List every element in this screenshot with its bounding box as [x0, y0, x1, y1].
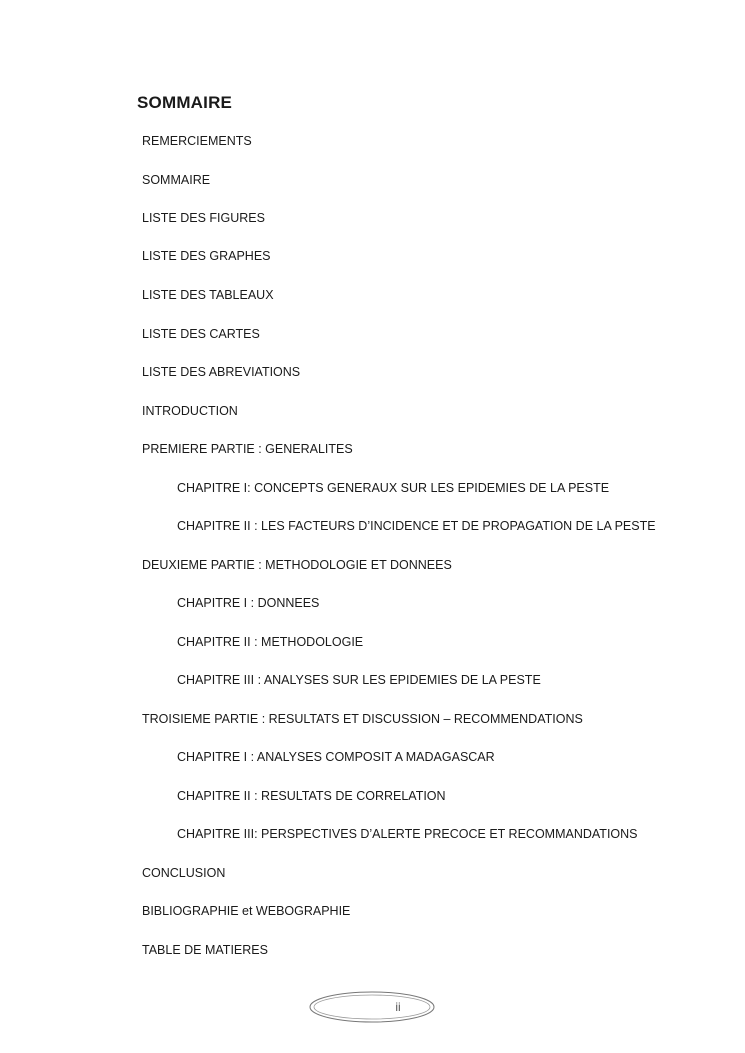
toc-entry[interactable]: INTRODUCTION: [142, 404, 238, 418]
toc-entry[interactable]: DEUXIEME PARTIE : METHODOLOGIE ET DONNEES: [142, 558, 452, 572]
toc-entry[interactable]: LISTE DES ABREVIATIONS: [142, 365, 301, 379]
toc-subentry[interactable]: CHAPITRE II : RESULTATS DE CORRELATION: [177, 789, 446, 803]
toc-entry[interactable]: LISTE DES GRAPHES: [142, 249, 271, 263]
toc-entry[interactable]: TROISIEME PARTIE : RESULTATS ET DISCUSSION – RECOMMENDATIONS: [142, 712, 583, 726]
toc-entry[interactable]: PREMIERE PARTIE : GENERALITES: [142, 442, 353, 456]
toc-subentry[interactable]: CHAPITRE III : ANALYSES SUR LES EPIDEMIES DE LA PESTE: [177, 673, 541, 687]
page-title: SOMMAIRE: [137, 93, 233, 112]
toc-entry[interactable]: SOMMAIRE: [142, 173, 211, 187]
toc-entry[interactable]: LISTE DES TABLEAUX: [142, 288, 274, 302]
toc-entry[interactable]: REMERCIEMENTS: [142, 134, 252, 148]
toc-entry[interactable]: TABLE DE MATIERES: [142, 943, 268, 957]
toc-entry[interactable]: CONCLUSION: [142, 866, 226, 880]
toc-subentry[interactable]: CHAPITRE I : ANALYSES COMPOSIT A MADAGASCAR: [177, 750, 495, 764]
toc-entry[interactable]: LISTE DES CARTES: [142, 327, 260, 341]
toc-entry[interactable]: BIBLIOGRAPHIE et WEBOGRAPHIE: [142, 904, 351, 918]
toc-subentry[interactable]: CHAPITRE II : METHODOLOGIE: [177, 635, 364, 649]
toc-subentry[interactable]: CHAPITRE II : LES FACTEURS D’INCIDENCE ET DE PROPAGATION DE LA PESTE: [177, 519, 656, 533]
toc-entry[interactable]: LISTE DES FIGURES: [142, 211, 265, 225]
page-number: ii: [395, 1000, 401, 1014]
toc-subentry[interactable]: CHAPITRE I: CONCEPTS GENERAUX SUR LES EPIDEMIES DE LA PESTE: [177, 481, 610, 495]
page-number-frame: [308, 990, 436, 1024]
toc-subentry[interactable]: CHAPITRE I : DONNEES: [177, 596, 320, 610]
toc-subentry[interactable]: CHAPITRE III: PERSPECTIVES D’ALERTE PRECOCE ET RECOMMANDATIONS: [177, 827, 638, 841]
